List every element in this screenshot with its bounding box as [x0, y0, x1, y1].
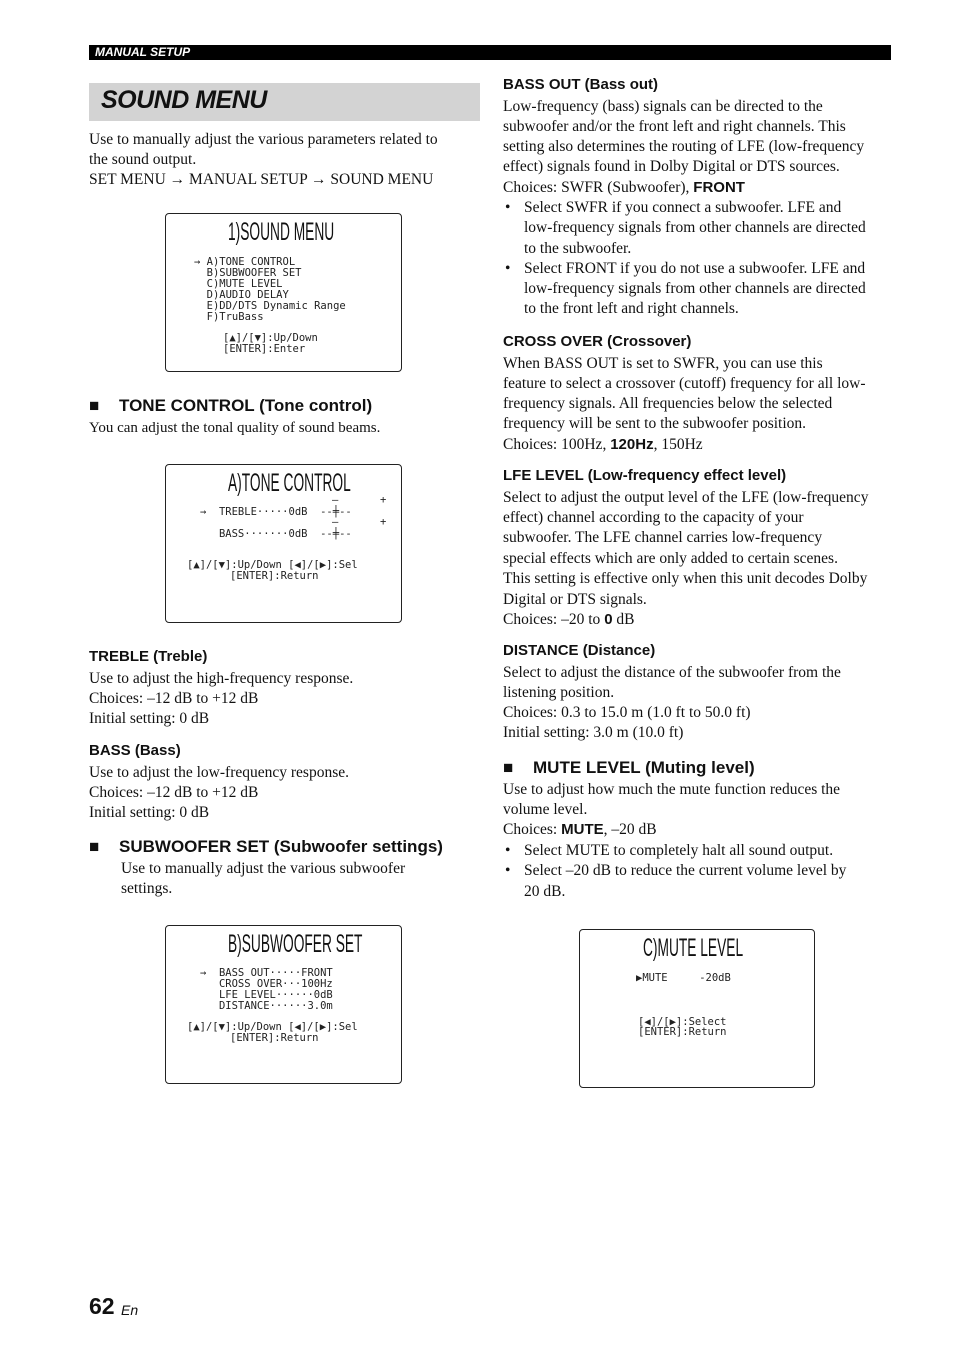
distance-line: Initial setting: 3.0 m (10.0 ft)	[503, 724, 684, 741]
lcd-subwoofer-title: B)SUBWOOFER SET	[228, 930, 363, 958]
lfe-level-choices: Choices: –20 to 0 dB	[503, 611, 635, 628]
lcd-tone-control	[165, 464, 402, 623]
lcd-mute-line: ▶MUTE -20dB	[636, 972, 731, 984]
page-number: 62	[89, 1293, 115, 1319]
list-item: • Select SWFR if you connect a subwoofer. LFE and low-frequency signals from other channels are directed to the subwoofer.	[503, 198, 893, 259]
lcd-tone-minus: –	[332, 494, 339, 506]
bass-line: Choices: –12 dB to +12 dB	[89, 784, 259, 801]
default-choice: 0	[604, 611, 613, 628]
intro-line-2: the sound output.	[89, 151, 197, 168]
page-title-box	[89, 83, 480, 121]
lcd-nav-hint: [ENTER]:Return	[230, 570, 319, 582]
default-choice: 120Hz	[610, 436, 654, 453]
lfe-level-heading: LFE LEVEL (Low-frequency effect level)	[503, 467, 787, 484]
lcd-subwoofer-line: LFE LEVEL······0dB	[200, 989, 333, 1001]
lcd-nav-hint: [▲]/[▼]:Up/Down [◀]/[▶]:Sel	[187, 559, 358, 571]
bass-out-line: effect) signals found in Dolby Digital or DTS sources.	[503, 158, 840, 175]
bass-heading: BASS (Bass)	[89, 742, 181, 759]
language-code: En	[121, 1302, 139, 1318]
distance-heading: DISTANCE (Distance)	[503, 642, 656, 659]
default-choice: MUTE	[561, 821, 604, 838]
mute-level-line: Use to adjust how much the mute function reduces the	[503, 781, 841, 798]
lfe-level-line: Digital or DTS signals.	[503, 591, 647, 608]
list-item: • Select FRONT if you do not use a subwoofer. LFE and low-frequency signals from other channels are directed to the front left and right channels.	[503, 259, 893, 320]
list-item: • Select MUTE to completely halt all sound output.	[503, 841, 893, 861]
distance-line: Select to adjust the distance of the subwoofer from the	[503, 664, 841, 681]
bass-line: Initial setting: 0 dB	[89, 804, 210, 821]
mute-level-bullets	[503, 841, 893, 902]
cross-over-heading: CROSS OVER (Crossover)	[503, 333, 692, 350]
treble-line: Initial setting: 0 dB	[89, 710, 210, 727]
lcd-subwoofer-line: DISTANCE······3.0m	[200, 1000, 333, 1012]
lcd-subwoofer-line: → BASS OUT·····FRONT	[200, 967, 333, 979]
subwoofer-set-line: settings.	[121, 880, 173, 897]
bass-out-bullets	[503, 198, 893, 320]
intro-path: SET MENU → MANUAL SETUP → SOUND MENU	[89, 171, 434, 188]
lcd-sound-menu-line: D)AUDIO DELAY	[194, 289, 289, 301]
lfe-level-line: special effects which are only added to certain scenes.	[503, 550, 838, 567]
bass-out-choices: Choices: SWFR (Subwoofer), FRONT	[503, 179, 745, 196]
lcd-subwoofer-line: CROSS OVER···100Hz	[200, 978, 333, 990]
subwoofer-set-line: Use to manually adjust the various subwoofer	[121, 860, 406, 877]
lfe-level-line: Select to adjust the output level of the LFE (low-frequency	[503, 489, 869, 506]
square-bullet-icon: ■	[503, 758, 514, 777]
lcd-nav-hint: [◀]/[▶]:Select	[638, 1016, 727, 1028]
bass-out-line: Low-frequency (bass) signals can be directed to the	[503, 98, 823, 115]
cross-over-line: frequency signals. All frequencies below the selected	[503, 395, 833, 412]
lcd-sound-menu-line: E)DD/DTS Dynamic Range	[194, 300, 346, 312]
lfe-level-line: This setting is effective only when this unit decodes Dolby	[503, 570, 868, 587]
lfe-level-line: effect) channel according to the capacity of your	[503, 509, 804, 526]
list-item: • Select –20 dB to reduce the current volume level by 20 dB.	[503, 861, 893, 902]
treble-heading: TREBLE (Treble)	[89, 648, 208, 665]
tone-control-heading: ■ TONE CONTROL (Tone control)	[89, 396, 373, 415]
lcd-sound-menu-line: → A)TONE CONTROL	[194, 256, 296, 268]
lcd-mute-level	[579, 929, 815, 1088]
lcd-sound-menu-line: B)SUBWOOFER SET	[194, 267, 302, 279]
lcd-nav-hint: [ENTER]:Return	[638, 1026, 727, 1038]
mute-level-choices: Choices: MUTE, –20 dB	[503, 821, 657, 838]
page-title: SOUND MENU	[101, 86, 267, 114]
bass-out-line: subwoofer and/or the front left and right channels. This	[503, 118, 846, 135]
bass-line: Use to adjust the low-frequency response.	[89, 764, 349, 781]
lcd-mute-title: C)MUTE LEVEL	[643, 934, 744, 962]
lcd-nav-hint: [ENTER]:Return	[230, 1032, 319, 1044]
cross-over-line: When BASS OUT is set to SWFR, you can use this	[503, 355, 823, 372]
cross-over-line: feature to select a crossover (cutoff) frequency for all low-	[503, 375, 866, 392]
cross-over-line: frequency will be sent to the subwoofer position.	[503, 415, 807, 432]
lcd-nav-hint: [ENTER]:Enter	[223, 343, 306, 355]
tone-control-desc: You can adjust the tonal quality of sound beams.	[89, 420, 381, 436]
lcd-tone-plus: +	[380, 494, 387, 506]
lcd-nav-hint: [▲]/[▼]:Up/Down [◀]/[▶]:Sel	[187, 1021, 358, 1033]
treble-line: Choices: –12 dB to +12 dB	[89, 690, 259, 707]
section-label: MANUAL SETUP	[95, 45, 191, 59]
header-bar	[89, 45, 891, 60]
lcd-sound-menu-line: F)TruBass	[194, 311, 264, 323]
lcd-sound-menu-title: 1)SOUND MENU	[228, 218, 335, 246]
lcd-tone-title: A)TONE CONTROL	[228, 469, 351, 497]
distance-line: listening position.	[503, 684, 615, 701]
intro-line-1: Use to manually adjust the various parameters related to	[89, 131, 438, 148]
square-bullet-icon: ■	[89, 396, 100, 415]
lfe-level-line: subwoofer. The LFE channel carries low-frequency	[503, 529, 823, 546]
treble-line: Use to adjust the high-frequency response.	[89, 670, 354, 687]
mute-level-line: volume level.	[503, 801, 588, 818]
lcd-subwoofer-set	[165, 925, 402, 1084]
lcd-sound-menu-line: C)MUTE LEVEL	[194, 278, 283, 290]
default-choice: FRONT	[693, 179, 745, 196]
lcd-tone-minus: –	[332, 516, 339, 528]
mute-level-heading: ■ MUTE LEVEL (Muting level)	[503, 758, 755, 777]
bass-out-line: setting also determines the routing of LFE (low-frequency	[503, 138, 865, 155]
square-bullet-icon: ■	[89, 837, 100, 856]
lcd-treble-line: → TREBLE·····0dB --╪--	[200, 506, 352, 518]
subwoofer-set-heading: ■ SUBWOOFER SET (Subwoofer settings)	[89, 837, 443, 856]
lcd-bass-line: BASS·······0dB --╪--	[200, 528, 352, 540]
lcd-tone-plus: +	[380, 516, 387, 528]
lcd-nav-hint: [▲]/[▼]:Up/Down	[223, 332, 318, 344]
bass-out-heading: BASS OUT (Bass out)	[503, 76, 659, 93]
lcd-sound-menu	[165, 213, 402, 372]
distance-line: Choices: 0.3 to 15.0 m (1.0 ft to 50.0 ft)	[503, 704, 751, 721]
cross-over-choices: Choices: 100Hz, 120Hz, 150Hz	[503, 436, 703, 453]
